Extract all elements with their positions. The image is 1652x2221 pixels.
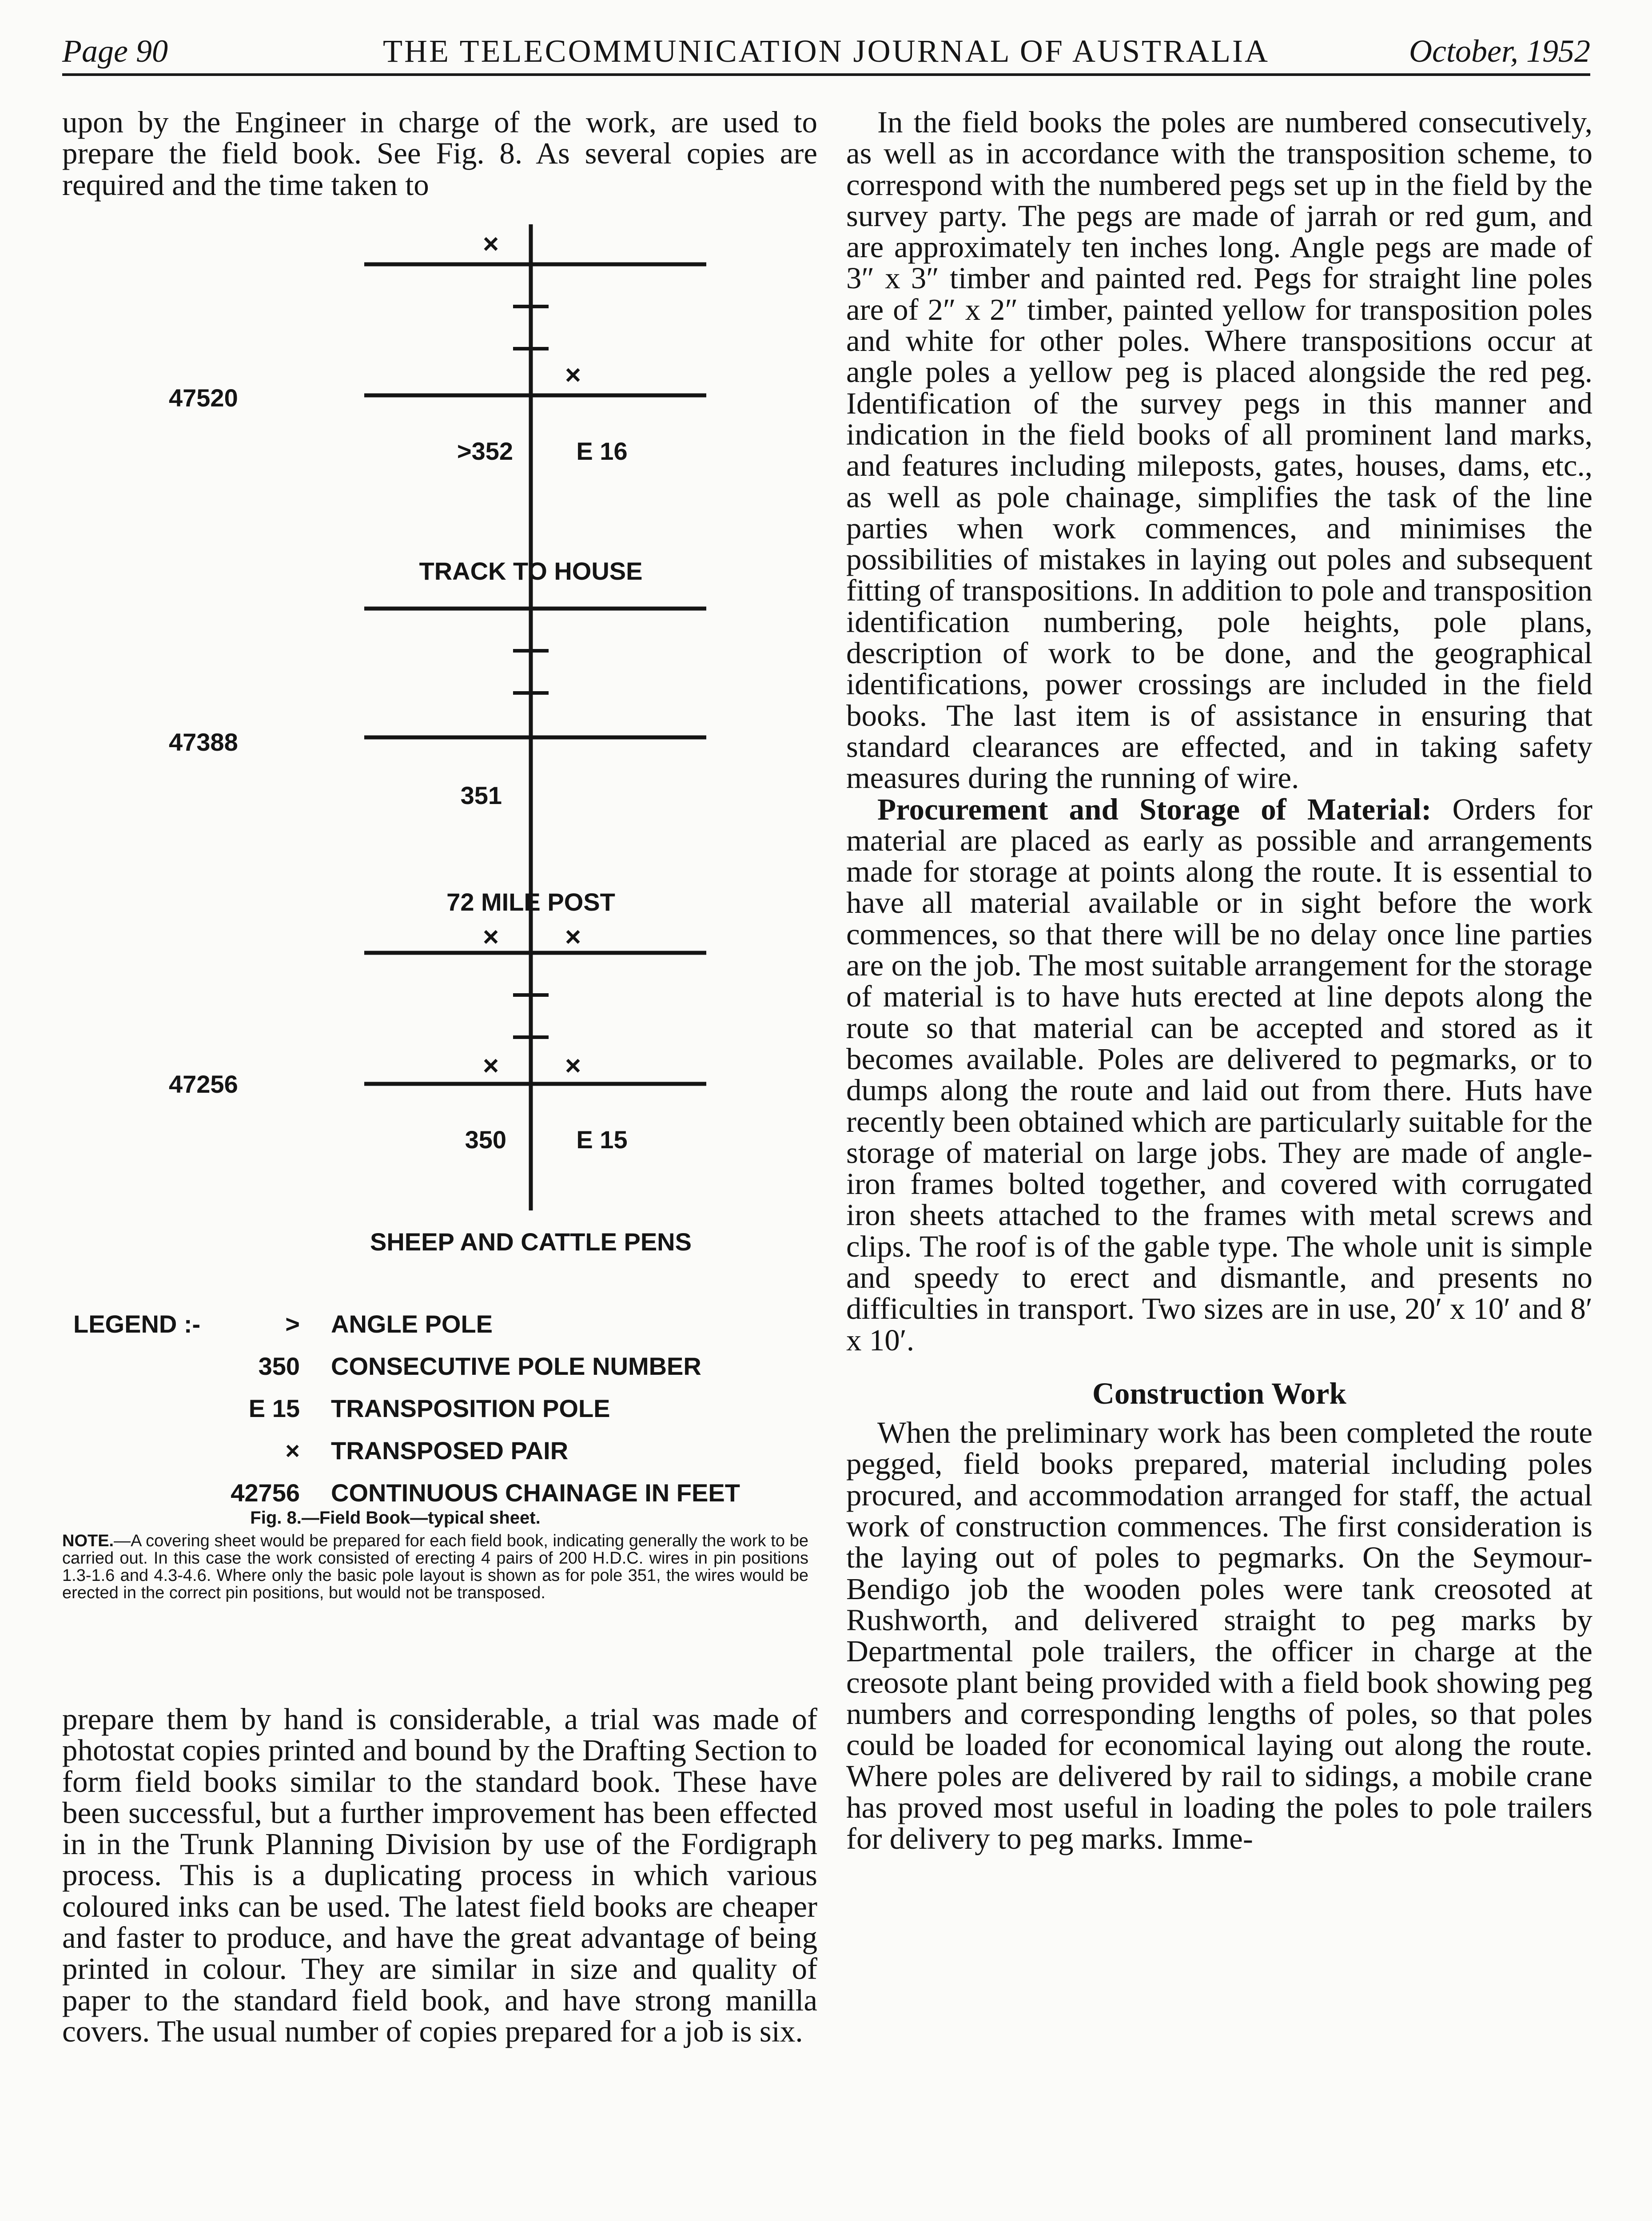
- section-subheading: Procurement and Storage of Material:: [877, 792, 1432, 826]
- left-column-top: [62, 107, 817, 200]
- issue-date: October, 1952: [1409, 33, 1590, 69]
- page-number: Page 90: [62, 33, 168, 69]
- pole-number-label: 350: [465, 1126, 506, 1154]
- paragraph: In the field books the poles are numbered consecutively, as well as in accordance with the transposition scheme, to correspond with the numbered pegs set up in the field by the survey party. The pegs are made of jarrah or red gum, and are approximately ten inches long. Angle pegs are made of 3″ x 3″ timber and painted red. Pegs for straight line poles are of 2″ x 2″ timber, painted yellow for transposition poles and white for other poles. Where transpositions occur at angle poles a yellow peg is placed alongside the red peg. Identification of the survey pegs in this manner and indication in the field books of all prominent land marks, and features including mileposts, gates, houses, dams, etc., as well as pole chainage, simplifies the task of the line parties when work commences, and minimises the possibilities of mistakes in laying out poles and subsequent fitting of transpositions. In addition to pole and transposition identification numbering, pole heights, pole plans, description of work to be done, and the geographical identifications, power crossings are included in the field books. The last item is of assistance in ensuring that standard clearances are effected, and in taking safety measures during the running of wire.: [846, 105, 1592, 795]
- right-column: [846, 107, 1592, 1854]
- note-text: —A covering sheet would be prepared for each field book, indicating generally the work to be carried out. In this case the work consisted of erecting 4 pairs of 200 H.D.C. wires in pin positions 1.3-1.6 and 4.3-4.6. Where only the basic pole layout is shown as for pole 351, the wires would be erected in the correct pin positions, but would not be transposed.: [62, 1532, 808, 1602]
- paragraph: When the preliminary work has been completed the route pegged, field books prepared, material including poles procured, and accommodation arranged for staff, the actual work of construction commences. The first consideration is the laying out of poles to pegmarks. On the Seymour-Bendigo job the wooden poles were tank creosoted at Rushworth, and delivered straight to peg marks by Departmental pole trailers, the officer in charge at the creosote plant being provided with a field book showing peg numbers and corresponding lengths of poles, so that poles could be loaded for economical laying out along the route. Where poles are delivered by rail to sidings, a mobile crane has proved most useful in loading the poles to pole trailers for delivery to peg marks. Imme-: [846, 1416, 1592, 1856]
- figure-field-book: [62, 218, 817, 1692]
- left-column-bottom: [62, 1704, 817, 2047]
- transposed-pair-icon: ×: [482, 229, 499, 259]
- paragraph: prepare them by hand is considerable, a trial was made of photostat copies printed and bound by the Drafting Section to form field books similar to the standard book. These have been successful, but a further improvement has been effected in in the Trunk Planning Division by use of the Fordigraph process. This is a duplicating process in which various coloured inks can be used. The latest field books are cheaper and faster to produce, and have the great advantage of being printed in colour. They are similar in size and quality of paper to the standard field book, and have strong manilla covers. The usual number of copies prepared for a job is six.: [62, 1702, 817, 2048]
- legend-title: LEGEND :-: [73, 1310, 201, 1338]
- figure-caption: Fig. 8.—Field Book—typical sheet.: [250, 1508, 541, 1528]
- chainage-label: 47256: [169, 1070, 238, 1098]
- legend-text: TRANSPOSITION POLE: [331, 1394, 610, 1422]
- legend-symbol: E 15: [248, 1394, 300, 1422]
- landmark-label: SHEEP AND CATTLE PENS: [370, 1228, 692, 1256]
- journal-title: THE TELECOMMUNICATION JOURNAL OF AUSTRALIA: [383, 33, 1270, 69]
- transposed-pair-icon: ×: [565, 1051, 581, 1081]
- legend: [73, 1310, 740, 1506]
- paragraph-text: Orders for material are placed as early as possible and arrangements made for storage at points along the route. It is essential to have all material available or in sight before the work commences, so that there will be no delay once line parties are on the job. The most suitable arrangement for the storage of material is to have huts erected at line depots along the route so that material can be accepted and stored as it becomes available. Poles are delivered to pegmarks, or to dumps along the route and laid out from there. Huts have recently been obtained which are particularly suitable for the storage of material on large jobs. They are made of angle-iron frames bolted together, and covered with corrugated iron sheets attached to the frames with metal screws and clips. The roof is of the gable type. The whole unit is simple and speedy to erect and dismantle, and presents no difficulties in transport. Two sizes are in use, 20′ x 10′ and 8′ x 10′.: [846, 792, 1592, 1357]
- paragraph: [846, 794, 1592, 1356]
- note-label: NOTE.: [62, 1532, 114, 1550]
- legend-text: CONSECUTIVE POLE NUMBER: [331, 1352, 701, 1380]
- transposed-pair-icon: ×: [482, 922, 499, 952]
- transposed-pair-icon: ×: [565, 922, 581, 952]
- figure-note: [62, 1532, 808, 1602]
- pole-number-label: 351: [460, 781, 502, 809]
- chainage-label: 47388: [169, 728, 238, 756]
- chainage-label: 47520: [169, 384, 238, 412]
- legend-symbol: 350: [258, 1352, 300, 1380]
- angle-pole-label: >352: [457, 437, 513, 465]
- field-book-diagram: [62, 218, 817, 1506]
- legend-text: TRANSPOSED PAIR: [331, 1437, 569, 1465]
- legend-symbol: ×: [285, 1437, 300, 1465]
- legend-symbol: >: [285, 1310, 300, 1338]
- landmark-label: TRACK TO HOUSE: [419, 557, 643, 585]
- legend-text: ANGLE POLE: [331, 1310, 493, 1338]
- transposed-pair-icon: ×: [482, 1051, 499, 1081]
- transposed-pair-icon: ×: [565, 360, 581, 390]
- page-header: [62, 31, 1590, 76]
- legend-symbol: 42756: [231, 1479, 300, 1506]
- landmark-label: 72 MILE POST: [446, 888, 615, 916]
- section-heading: Construction Work: [1092, 1376, 1346, 1410]
- transposition-pole-label: E 16: [576, 437, 628, 465]
- legend-text: CONTINUOUS CHAINAGE IN FEET: [331, 1479, 740, 1506]
- transposition-pole-label: E 15: [576, 1126, 628, 1154]
- paragraph: upon by the Engineer in charge of the work, are used to prepare the field book. See Fig. 8. As several copies are required and the time taken to: [62, 105, 817, 202]
